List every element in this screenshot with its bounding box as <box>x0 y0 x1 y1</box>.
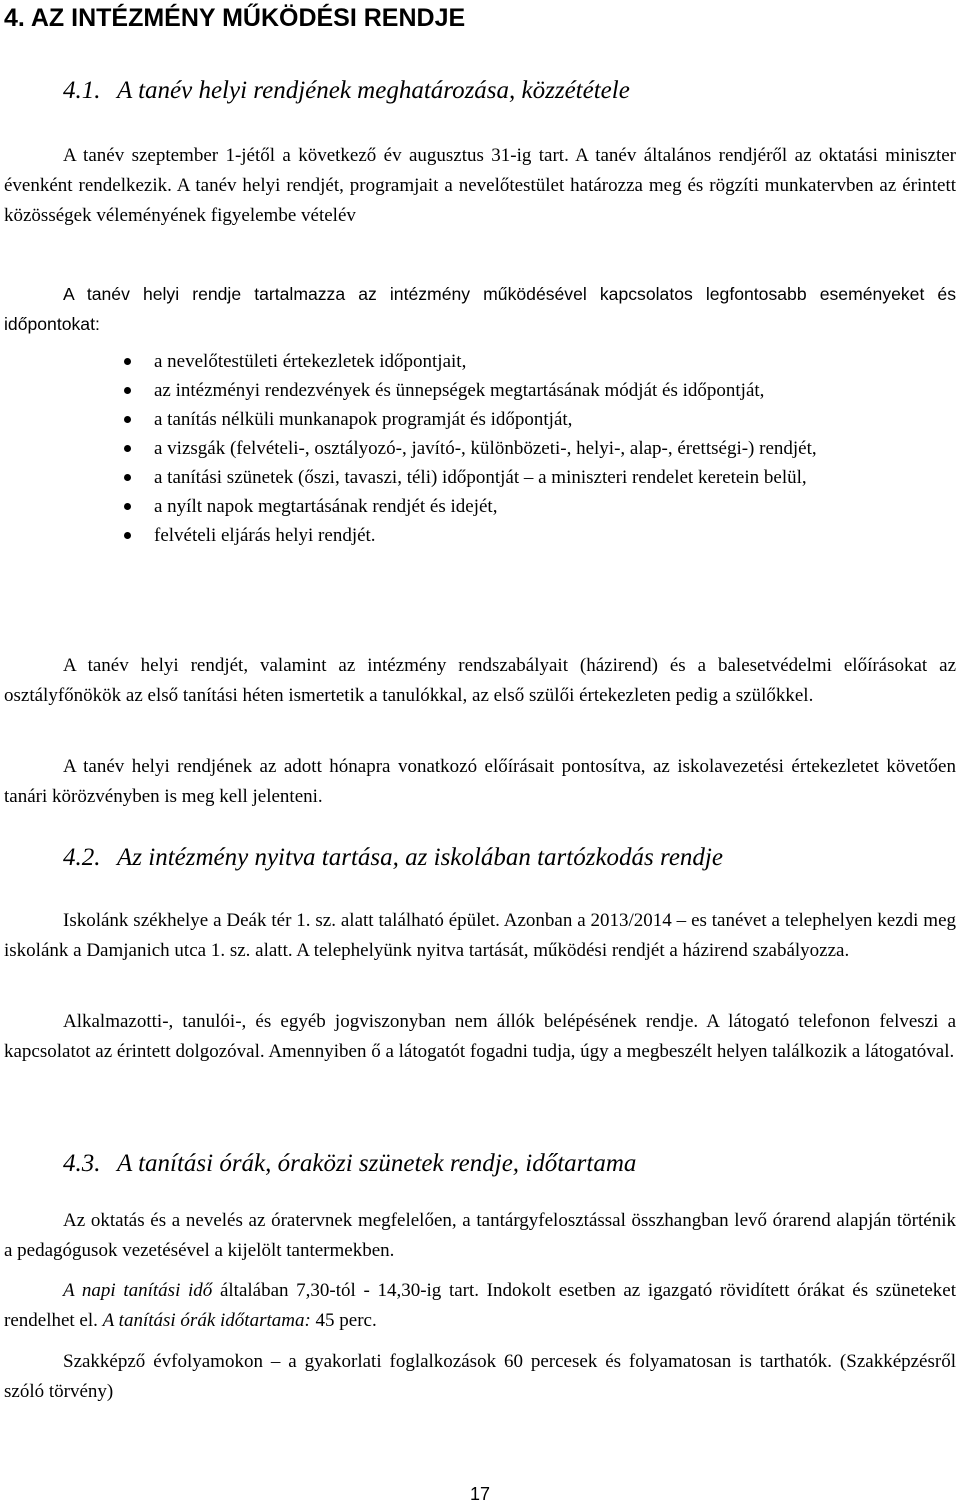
bullet-icon <box>124 387 131 394</box>
paragraph: A napi tanítási idő általában 7,30-tól - 14,30-ig tart. Indokolt esetben az igazgató rövidített órákat és szüneteket rendelhet el. A tanítási órák időtartama: 45 perc. <box>4 1280 956 1331</box>
section-4-3-heading <box>63 1149 636 1179</box>
list-item: a vizsgák (felvételi-, osztályozó-, javító-, különbözeti-, helyi-, alap-, érettségi-) rendjét, <box>0 434 960 463</box>
list-item: az intézményi rendezvények és ünnepségek megtartásának módját és időpontját, <box>0 376 960 405</box>
paragraph: Az oktatás és a nevelés az óratervnek megfelelően, a tantárgyfelosztással összhangban levő órarend alapján történik a pedagógusok vezetésével a kijelölt tantermekben. <box>4 1210 956 1261</box>
section-title: Az intézmény nyitva tartása, az iskolában tartózkodás rendje <box>117 844 723 871</box>
section-number: 4.3. <box>63 1150 101 1177</box>
italic-term: A tanítási órák időtartama: <box>102 1310 311 1331</box>
section-title: A tanítási órák, óraközi szünetek rendje, időtartama <box>117 1150 637 1177</box>
section-number: 4.1. <box>63 77 101 104</box>
bullet-icon <box>124 416 131 423</box>
bullet-icon <box>124 503 131 510</box>
list-item: felvételi eljárás helyi rendjét. <box>0 521 960 550</box>
paragraph: A tanév helyi rendjének az adott hónapra vonatkozó előírásait pontosítva, az iskolavezetési értekezletet követően tanári körözvényben is meg kell jelenteni. <box>4 756 956 807</box>
bullet-icon <box>124 358 131 365</box>
list-item: a nevelőtestületi értekezletek időpontjait, <box>0 347 960 376</box>
bullet-icon <box>124 532 131 539</box>
list-item: a tanítás nélküli munkanapok programját és időpontját, <box>0 405 960 434</box>
section-number: 4.2. <box>63 844 101 871</box>
page-number: 17 <box>469 1484 491 1504</box>
paragraph: Szakképző évfolyamokon – a gyakorlati foglalkozások 60 percesek és folyamatosan is tarthatók. (Szakképzésről szóló törvény) <box>4 1351 956 1402</box>
paragraph: Iskolánk székhelye a Deák tér 1. sz. alatt található épület. Azonban a 2013/2014 – es tanévet a telephelyen kezdi meg iskolánk a Damjanich utca 1. sz. alatt. A telephelyünk nyitva tartását, működési rendjét a házirend szabályozza. <box>4 910 956 961</box>
paragraph: A tanév helyi rendjét, valamint az intézmény rendszabályait (házirend) és a balesetvédelmi előírásokat az osztályfőnökök az első tanítási héten ismertetik a tanulókkal, az első szülői értekezleten pedig a szülőkkel. <box>4 655 956 706</box>
section-title: A tanév helyi rendjének meghatározása, közzététele <box>117 77 630 104</box>
paragraph: A tanév helyi rendje tartalmazza az intézmény működésével kapcsolatos legfontosabb eseményeket és időpontokat: <box>4 284 956 334</box>
bullet-icon <box>124 474 131 481</box>
section-4-1-heading <box>63 76 630 106</box>
section-4-2-heading <box>63 843 723 873</box>
paragraph: Alkalmazotti-, tanulói-, és egyéb jogviszonyban nem állók belépésének rendje. A látogató telefonon felveszi a kapcsolatot az érintett dolgozóval. Amennyiben ő a látogatót fogadni tudja, úgy a megbeszélt helyen találkozik a látogatóval. <box>4 1011 956 1062</box>
list-item: a tanítási szünetek (őszi, tavaszi, téli) időpontját – a miniszteri rendelet keretein belül, <box>0 463 960 492</box>
bullet-list <box>0 347 960 550</box>
paragraph: A tanév szeptember 1-jétől a következő év augusztus 31-ig tart. A tanév általános rendjéről az oktatási miniszter évenként rendelkezik. A tanév helyi rendjét, programjait a nevelőtestület határozza meg és rögzíti munkatervben az érintett közösségek véleményének figyelembe vételév <box>4 145 956 226</box>
list-item: a nyílt napok megtartásának rendjét és idejét, <box>0 492 960 521</box>
bullet-icon <box>124 445 131 452</box>
chapter-heading: 4. AZ INTÉZMÉNY MŰKÖDÉSI RENDJE <box>4 4 466 32</box>
italic-term: A napi tanítási idő <box>63 1280 213 1301</box>
